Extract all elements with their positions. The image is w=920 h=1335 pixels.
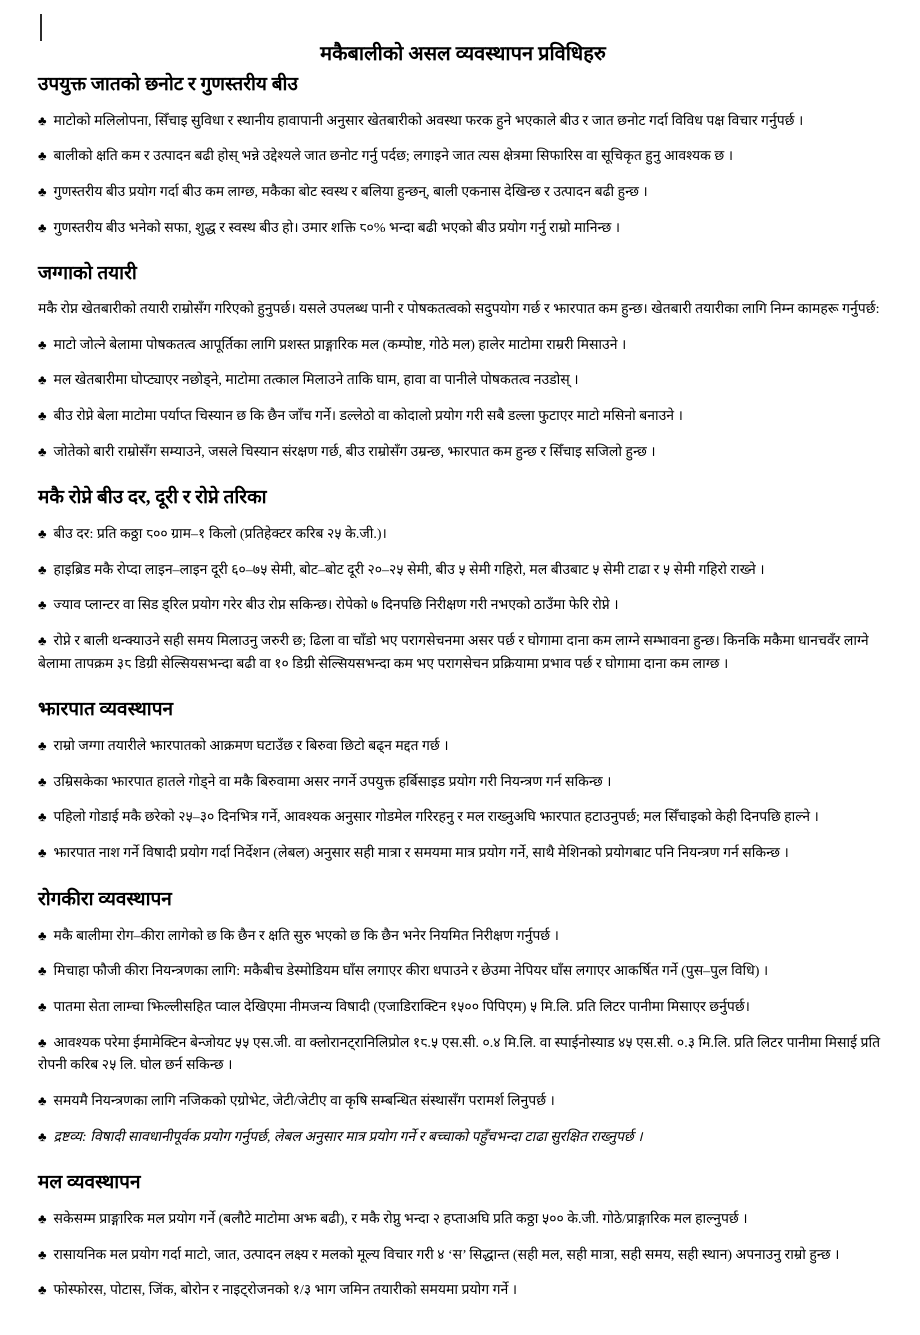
club-bullet-icon: ♣ — [38, 1034, 47, 1050]
club-bullet-icon: ♣ — [38, 112, 47, 128]
bullet-text: राम्रो जग्गा तयारीले झारपातको आक्रमण घटाउँछ र बिरुवा छिटो बढ्न मद्दत गर्छ । — [53, 739, 449, 755]
club-bullet-icon: ♣ — [38, 633, 47, 649]
bullet-item — [38, 771, 888, 795]
club-bullet-icon: ♣ — [38, 407, 47, 423]
club-bullet-icon: ♣ — [38, 372, 47, 388]
bullet-item — [38, 405, 888, 429]
club-bullet-icon: ♣ — [38, 184, 47, 200]
club-bullet-icon: ♣ — [38, 526, 47, 542]
bullet-item — [38, 441, 888, 465]
club-bullet-icon: ♣ — [38, 443, 47, 459]
bullet-item — [38, 1279, 888, 1303]
bullet-item — [38, 1126, 888, 1150]
club-bullet-icon: ♣ — [38, 1128, 47, 1144]
bullet-text: मल खेतबारीमा घोप्ट्याएर नछोड्ने, माटोमा तत्काल मिलाउने ताकि घाम, हावा वा पानीले पोषकतत्व नउडोस् । — [53, 373, 579, 389]
text-cursor[interactable] — [40, 14, 42, 41]
bullet-item — [38, 523, 888, 547]
bullet-text: माटो जोत्ने बेलामा पोषकतत्व आपूर्तिका लागि प्रशस्त प्राङ्गारिक मल (कम्पोष्ट, गोठे मल) हालेर माटोमा राम्ररी मिसाउने । — [53, 337, 627, 353]
club-bullet-icon: ♣ — [38, 1282, 47, 1298]
bullet-item — [38, 925, 888, 949]
section-3 — [38, 486, 888, 676]
bullet-item — [38, 806, 888, 830]
sections-container — [38, 73, 888, 1303]
bullet-text: झारपात नाश गर्ने विषादी प्रयोग गर्दा निर्देशन (लेबल) अनुसार सही मात्रा र समयमा मात्र प्रयोग गर्ने, साथै मेशिनको प्रयोगबाट पनि नियन्त्रण गर्न सकिन्छ । — [53, 846, 789, 862]
bullet-item — [38, 630, 888, 676]
club-bullet-icon: ♣ — [38, 998, 47, 1014]
section-intro: मकै रोप्न खेतबारीको तयारी राम्रोसँग गरिएको हुनुपर्छ। यसले उपलब्ध पानी र पोषकतत्वको सदुपयोग गर्छ र झारपात कम हुन्छ। खेतबारी तयारीका लागि निम्न कामहरू गर्नुपर्छ: — [38, 302, 880, 318]
section-heading: झारपात व्यवस्थापन — [38, 699, 174, 721]
section-6 — [38, 1171, 888, 1303]
section-heading: मल व्यवस्थापन — [38, 1172, 141, 1194]
club-bullet-icon: ♣ — [38, 148, 47, 164]
section-heading: मकै रोप्ने बीउ दर, दूरी र रोप्ने तरिका — [38, 487, 267, 509]
bullet-text: रोप्ने र बाली थन्क्याउने सही समय मिलाउनु जरुरी छ; ढिला वा चाँडो भए परागसेचनमा असर पर्छ र घोगामा दाना कम लाग्ने सम्भावना हुन्छ। किनकि मकैमा धानचवँर लाग्ने बेलामा तापक्रम ३८ डिग्री सेल्सियसभन्दा बढी वा १० डिग्री सेल्सियसभन्दा कम भए परागसेचन प्रक्रियामा प्रभाव पर्छ र घोगामा दाना कम लाग्छ । — [38, 634, 869, 672]
bullet-item — [38, 1032, 888, 1078]
bullet-item — [38, 559, 888, 583]
club-bullet-icon: ♣ — [38, 1092, 47, 1108]
bullet-text: बालीको क्षति कम र उत्पादन बढी होस् भन्ने उद्देश्यले जात छनोट गर्नु पर्दछ; लगाइने जात त्यस क्षेत्रमा सिफारिस वा सूचिकृत हुनु आवश्यक छ । — [53, 149, 734, 165]
bullet-text: फोस्फोरस, पोटास, जिंक, बोरोन र नाइट्रोजनको १/३ भाग जमिन तयारीको समयमा प्रयोग गर्ने । — [53, 1283, 518, 1299]
section-heading: रोगकीरा व्यवस्थापन — [38, 888, 172, 910]
bullet-item — [38, 145, 888, 169]
bullet-text: जोतेको बारी राम्रोसँग सम्याउने, जसले चिस्यान संरक्षण गर्छ, बीउ राम्रोसँग उम्रन्छ, झारपात कम हुन्छ र सिँचाइ सजिलो हुन्छ । — [53, 444, 656, 460]
bullet-text: सकेसम्म प्राङ्गारिक मल प्रयोग गर्ने (बलौटे माटोमा अझ बढी), र मकै रोप्नु भन्दा २ हप्ताअघि प्रति कठ्ठा ५०० के.जी. गोठे/प्राङ्गारिक मल हाल्नुपर्छ । — [53, 1212, 748, 1228]
club-bullet-icon: ♣ — [38, 738, 47, 754]
page-title: मकैबालीको असल व्यवस्थापन प्रविधिहरु — [320, 43, 606, 65]
section-heading: जग्गाको तयारी — [38, 263, 137, 285]
club-bullet-icon: ♣ — [38, 219, 47, 235]
bullet-item — [38, 594, 888, 618]
section-heading: उपयुक्त जातको छनोट र गुणस्तरीय बीउ — [38, 74, 298, 95]
section-2 — [38, 262, 888, 464]
bullet-text: ज्याव प्लान्टर वा सिड ड्रिल प्रयोग गरेर बीउ रोप्न सकिन्छ। रोपेको ७ दिनपछि निरीक्षण गरी नभएको ठाउँमा फेरि रोप्ने । — [53, 598, 619, 614]
bullet-item — [38, 960, 888, 984]
bullet-text: आवश्यक परेमा ईमामेक्टिन बेन्जोयट ५५ एस.जी. वा क्लोरानट्रानिलिप्रोल १८.५ एस.सी. ०.४ मि.लि. वा स्पाईनोस्याड ४५ एस.सी. ०.३ मि.लि. प्रति लिटर पानीमा मिसाई प्रति रोपनी करिब २५ लि. घोल छर्न सकिन्छ । — [38, 1035, 881, 1074]
bullet-text: द्रष्टव्य: विषादी सावधानीपूर्वक प्रयोग गर्नुपर्छ, लेबल अनुसार मात्र प्रयोग गर्ने र बच्चाको पहुँचभन्दा टाढा सुरक्षित राख्नुपर्छ । — [53, 1129, 643, 1145]
bullet-item — [38, 996, 888, 1020]
bullet-item — [38, 1244, 888, 1268]
bullet-text: माटोको मलिलोपना, सिँचाइ सुविधा र स्थानीय हावापानी अनुसार खेतबारीको अवस्था फरक हुने भएकाले बीउ र जात छनोट गर्दा विविध पक्ष विचार गर्नुपर्छ । — [53, 113, 804, 129]
club-bullet-icon: ♣ — [38, 1211, 47, 1227]
bullet-text: बीउ दर: प्रति कठ्ठा ८०० ग्राम–१ किलो (प्रतिहेक्टर करिब २५ के.जी.)। — [53, 527, 387, 543]
club-bullet-icon: ♣ — [38, 845, 47, 861]
bullet-item — [38, 735, 888, 759]
bullet-text: मकै बालीमा रोग–कीरा लागेको छ कि छैन र क्षति सुरु भएको छ कि छैन भनेर नियमित निरीक्षण गर्नुपर्छ । — [53, 928, 559, 944]
section-4 — [38, 698, 888, 865]
club-bullet-icon: ♣ — [38, 1246, 47, 1262]
club-bullet-icon: ♣ — [38, 597, 47, 613]
section-1 — [38, 73, 888, 240]
bullet-text: गुणस्तरीय बीउ प्रयोग गर्दा बीउ कम लाग्छ, मकैका बोट स्वस्थ र बलिया हुन्छन्, बाली एकनास देखिन्छ र उत्पादन बढी हुन्छ । — [53, 185, 648, 201]
club-bullet-icon: ♣ — [38, 809, 47, 825]
club-bullet-icon: ♣ — [38, 963, 47, 979]
club-bullet-icon: ♣ — [38, 773, 47, 789]
bullet-item — [38, 110, 888, 134]
section-5 — [38, 888, 888, 1149]
club-bullet-icon: ♣ — [38, 927, 47, 943]
bullet-text: बीउ रोप्ने बेला माटोमा पर्याप्त चिस्यान छ कि छैन जाँच गर्ने। डल्लेठो वा कोदालो प्रयोग गरी सबै डल्ला फुटाएर माटो मसिनो बनाउने । — [53, 408, 683, 424]
club-bullet-icon: ♣ — [38, 561, 47, 577]
bullet-text: उम्रिसकेका झारपात हातले गोड्ने वा मकै बिरुवामा असर नगर्ने उपयुक्त हर्बिसाइड प्रयोग गरी नियन्त्रण गर्न सकिन्छ । — [53, 774, 612, 790]
bullet-item — [38, 369, 888, 393]
bullet-item — [38, 842, 888, 866]
bullet-item — [38, 181, 888, 205]
bullet-item — [38, 1090, 888, 1114]
bullet-item — [38, 1208, 888, 1232]
bullet-text: गुणस्तरीय बीउ भनेको सफा, शुद्ध र स्वस्थ बीउ हो। उमार शक्ति ८०% भन्दा बढी भएको बीउ प्रयोग गर्नु राम्रो मानिन्छ । — [53, 220, 621, 236]
bullet-text: समयमै नियन्त्रणका लागि नजिकको एग्रोभेट, जेटी/जेटीए वा कृषि सम्बन्धित संस्थासँग परामर्श लिनुपर्छ । — [53, 1093, 555, 1109]
bullet-text: पातमा सेता लाम्चा झिल्लीसहित प्वाल देखिएमा नीमजन्य विषादी (एजाडिराक्टिन १५०० पिपिएम) ५ मि.लि. प्रति लिटर पानीमा मिसाएर छर्नुपर्छ। — [53, 999, 750, 1015]
bullet-text: मिचाहा फौजी कीरा नियन्त्रणका लागि: मकैबीच डेस्मोडियम घाँस लगाएर कीरा धपाउने र छेउमा नेपियर घाँस लगाएर आकर्षित गर्ने (पुस–पुल विधि) । — [53, 964, 769, 980]
bullet-item — [38, 334, 888, 358]
bullet-item — [38, 217, 888, 241]
club-bullet-icon: ♣ — [38, 336, 47, 352]
bullet-text: हाइब्रिड मकै रोप्दा लाइन–लाइन दूरी ६०–७५ सेमी, बोट–बोट दूरी २०–२५ सेमी, बीउ ५ सेमी गहिरो, मल बीउबाट ५ सेमी टाढा र ५ सेमी गहिरो राख्ने । — [53, 562, 765, 578]
bullet-text: रासायनिक मल प्रयोग गर्दा माटो, जात, उत्पादन लक्ष्य र मलको मूल्य विचार गरी ४ ‘स’ सिद्धान्त (सही मल, सही मात्रा, सही समय, सही स्थान) अपनाउनु राम्रो हुन्छ । — [53, 1247, 840, 1263]
bullet-text: पहिलो गोडाई मकै छरेको २५–३० दिनभित्र गर्ने, आवश्यक अनुसार गोडमेल गरिरहनु र मल राख्नुअघि झारपात हटाउनुपर्छ; मल सिँचाइको केही दिनपछि हाल्ने । — [53, 810, 819, 826]
